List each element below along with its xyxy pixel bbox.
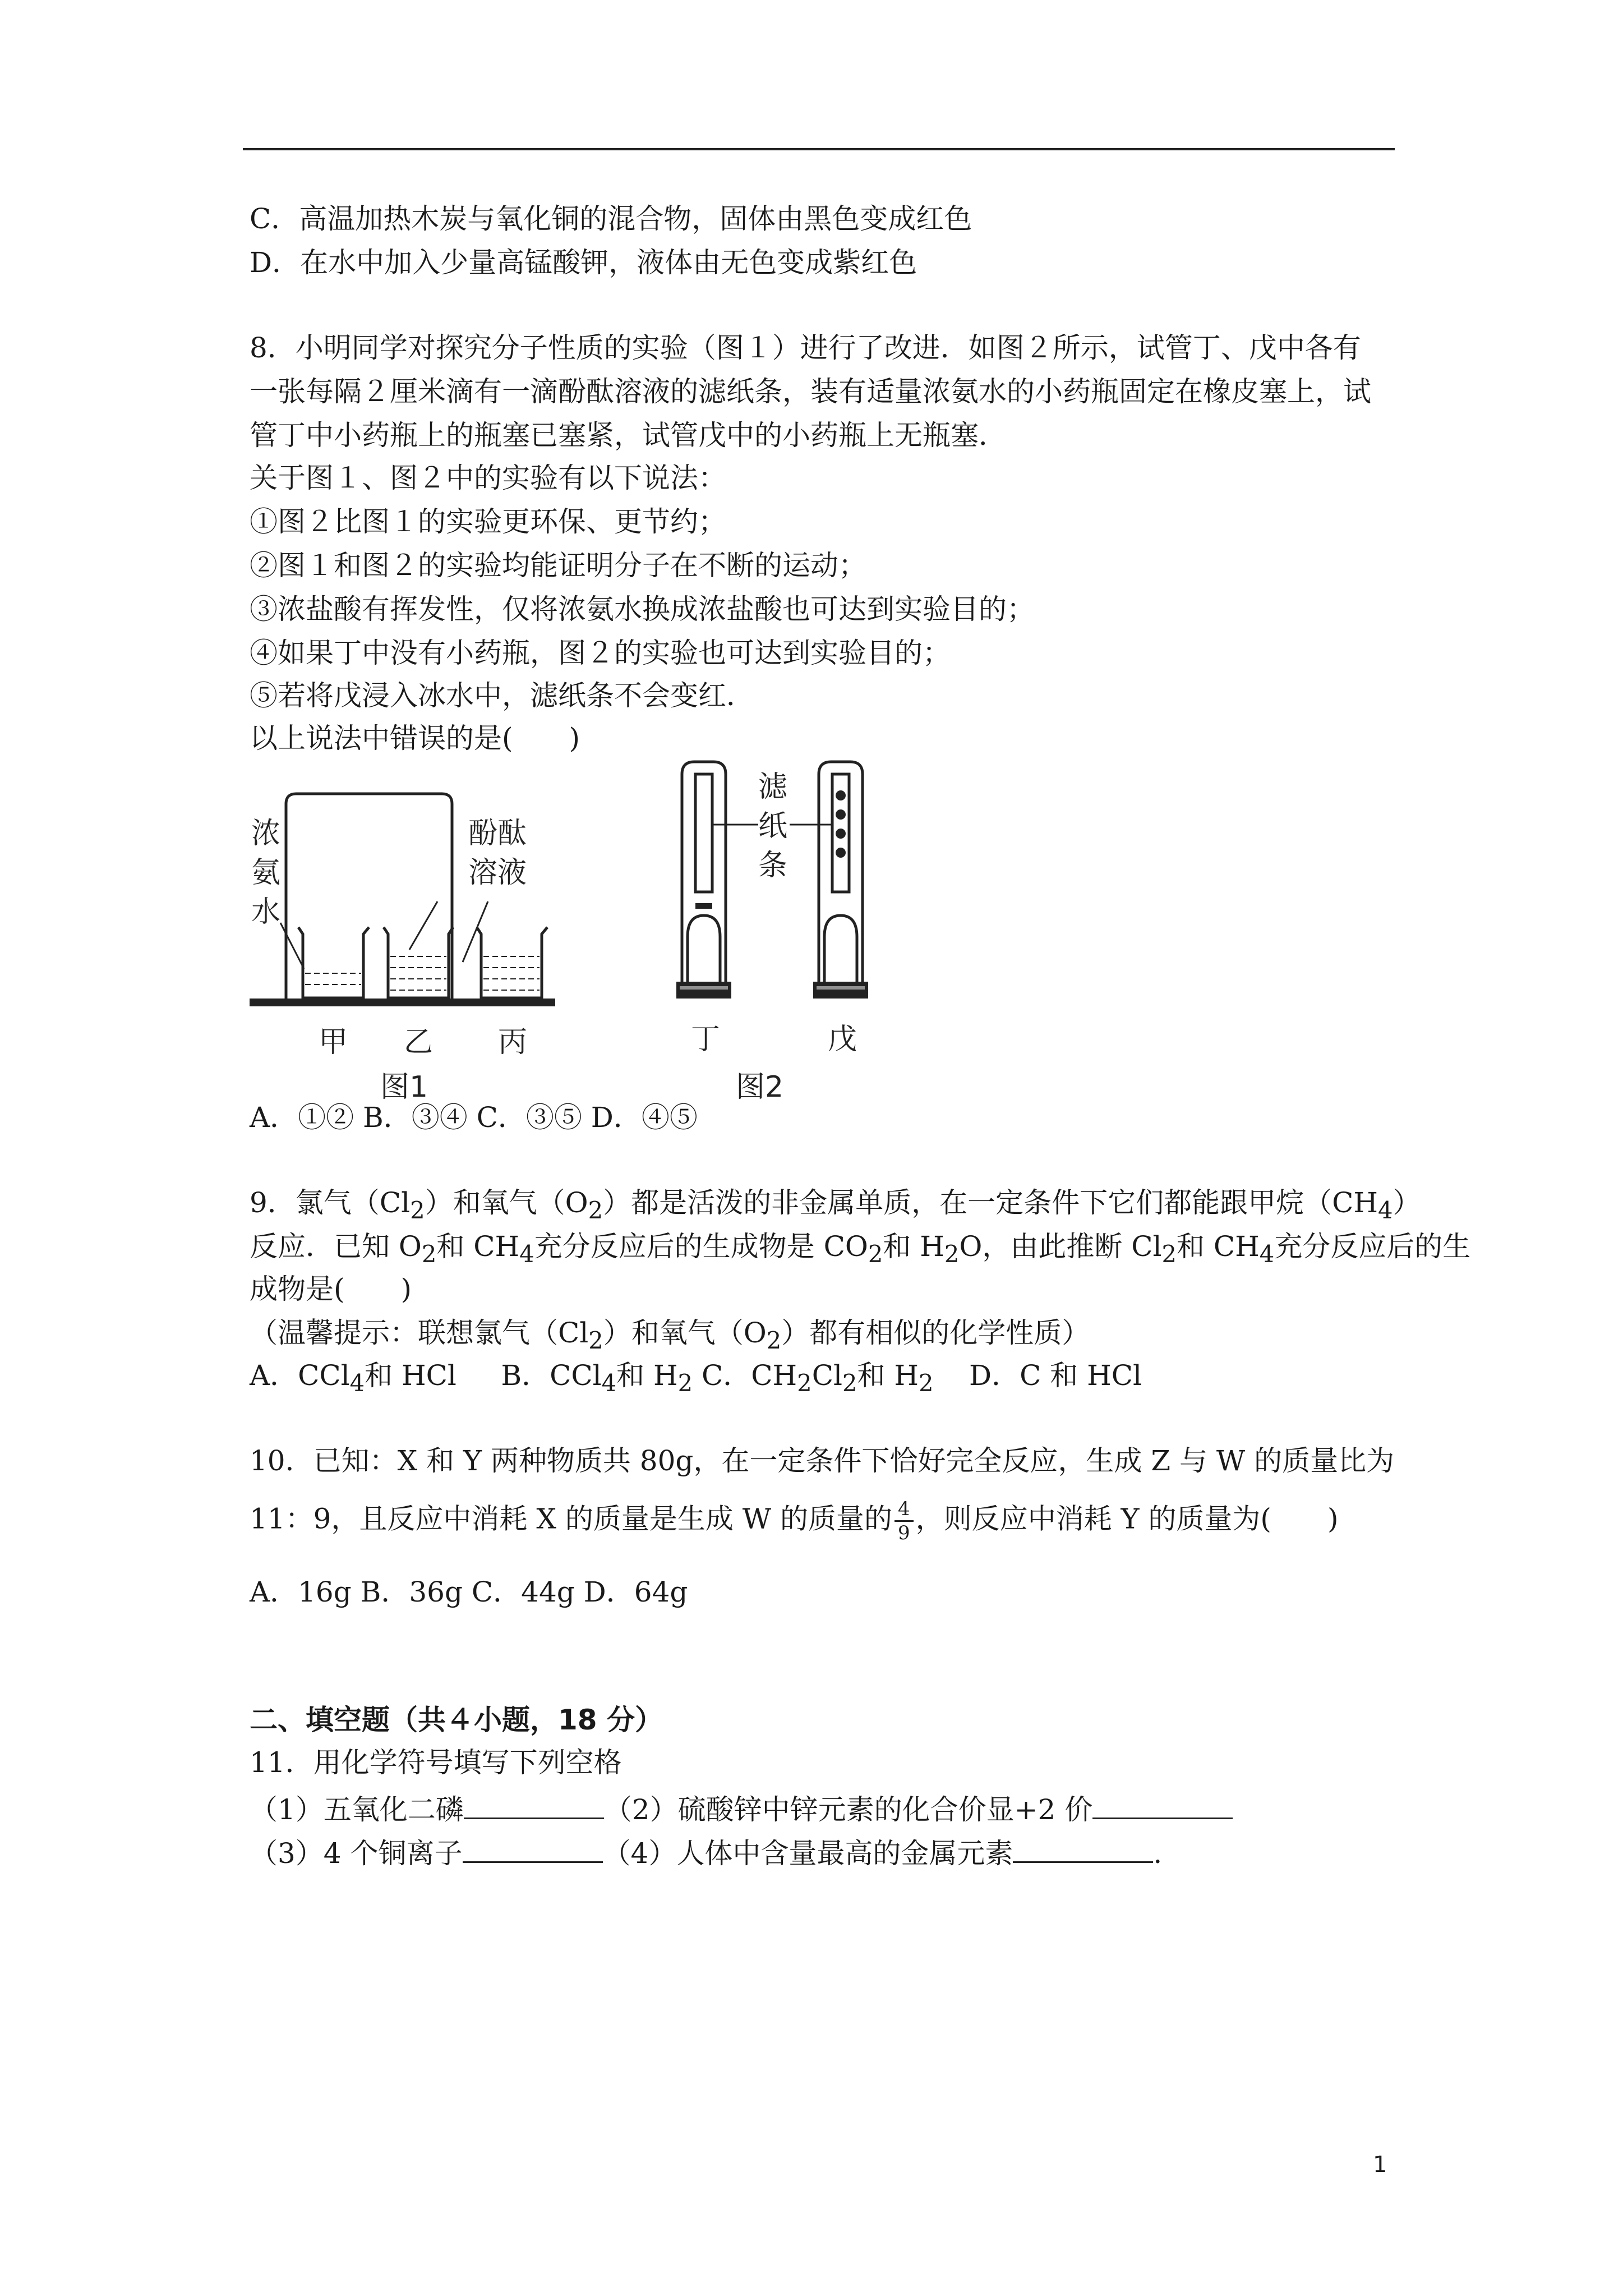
fig1-ammonia-label-1: 浓 [251,817,281,850]
q11-prompt: 11．用化学符号填写下列空格 [250,1746,622,1779]
q11-blank-1[interactable] [464,1788,604,1819]
q11-line-1: （1）五氧化二磷 （2）硫酸锌中锌元素的化合价显+2 价 [250,1788,1233,1828]
q9-hint: （温馨提示：联想氯气$(Cl_2)$和氧气$(O_2)$都有相似的化学性质） [250,1317,1090,1354]
fig2-filter-label-1: 滤 [758,770,788,804]
q8-statement-3: ③浓盐酸有挥发性，仅将浓氨水换成浓盐酸也可达到实验目的； [250,593,1035,625]
fig1-ammonia-label-2: 氨 [251,856,281,890]
q8-options: A．①② B．③④ C．③⑤ D．④⑤ [250,1101,698,1134]
fig2-tube-e-label: 戊 [828,1023,857,1056]
q8-question: 以上说法中错误的是( ) [250,722,580,754]
fig1-beaker-c-label: 丙 [498,1025,528,1059]
q11-line-2: （3）4 个铜离子 （4）人体中含量最高的金属元素 . [250,1832,1162,1871]
q10-line-2: 11：9，且反应中消耗 X 的质量是生成 W 的质量的 $\frac{4}{9}$ ，则反应中消耗 Y 的质量为( ) [250,1498,1339,1544]
q8-line-4: 关于图１、图２中的实验有以下说法： [250,462,726,494]
q11-blank-3[interactable] [463,1832,603,1863]
fig2-tube-d-label: 丁 [691,1023,721,1056]
fig1-phenol-label-2: 溶液 [468,856,527,890]
q7-option-d: D．在水中加入少量高锰酸钾，液体由无色变成紫红色 [250,246,917,279]
header-rule [243,148,1395,150]
q11-blank-2[interactable] [1092,1788,1233,1819]
q8-line-2: 一张每隔２厘米滴有一滴酚酞溶液的滤纸条，装有适量浓氨水的小药瓶固定在橡皮塞上，试 [250,375,1371,408]
fig2-filter-label-2: 纸 [758,809,788,843]
figure-2-test-tubes [662,752,897,1111]
fig1-beaker-a-label: 甲 [319,1025,348,1059]
q9-line-2: 反应．已知 $O_2$和 $CH_4$充分反应后的生成物是 $CO_2$和 $H_2O$，由此推断 $Cl_2$和 $CH_4$充分反应后的生 [250,1230,1471,1268]
q8-statement-4: ④如果丁中没有小药瓶，图２的实验也可达到实验目的； [250,637,951,669]
page-number: 1 [1373,2152,1387,2178]
fig1-beaker-b-label: 乙 [404,1025,434,1059]
q8-line-1: 8．小明同学对探究分子性质的实验（图１）进行了改进．如图２所示，试管丁、戊中各有 [250,332,1361,364]
q10-fraction: $\frac{4}{9}$ [895,1498,914,1544]
q11-blank-4[interactable] [1013,1832,1153,1863]
fig1-phenol-label-1: 酚酞 [468,817,527,850]
figure-1-beakers [241,771,684,1111]
section-2-heading: 二、填空题（共４小题，18 分） [250,1704,663,1736]
q7-option-c: C．高温加热木炭与氧化铜的混合物，固体由黑色变成红色 [250,203,972,235]
q10-options: A．16g B．36g C．44g D．64g [250,1576,688,1608]
fig2-caption: 图2 [736,1070,784,1104]
q8-statement-5: ⑤若将戊浸入冰水中，滤纸条不会变红． [250,679,754,712]
q9-line-3: 成物是( ) [250,1273,412,1305]
q8-statement-1: ①图２比图１的实验更环保、更节约； [250,505,726,538]
fig1-caption: 图1 [380,1070,428,1104]
q10-line-1: 10．已知：X 和 Y 两种物质共 80g，在一定条件下恰好完全反应，生成 Z 与 W 的质量比为 [250,1444,1395,1477]
q9-options: A．CCl$_4$和 HCl B．CCl$_4$和 $H_2$ C．$CH_2Cl_2$和 $H_2$ D．C 和 HCl [250,1359,1142,1397]
fig2-filter-label-3: 条 [758,849,788,882]
q9-line-1: 9．氯气$(Cl_2)$和氧气$(O_2)$都是活泼的非金属单质，在一定条件下它们都能跟甲烷$(CH_4)$ [250,1186,1421,1224]
q8-statement-2: ②图１和图２的实验均能证明分子在不断的运动； [250,549,866,582]
q8-line-3: 管丁中小药瓶上的瓶塞已塞紧，试管戊中的小药瓶上无瓶塞． [250,419,1007,452]
fig1-ammonia-label-3: 水 [251,895,281,929]
